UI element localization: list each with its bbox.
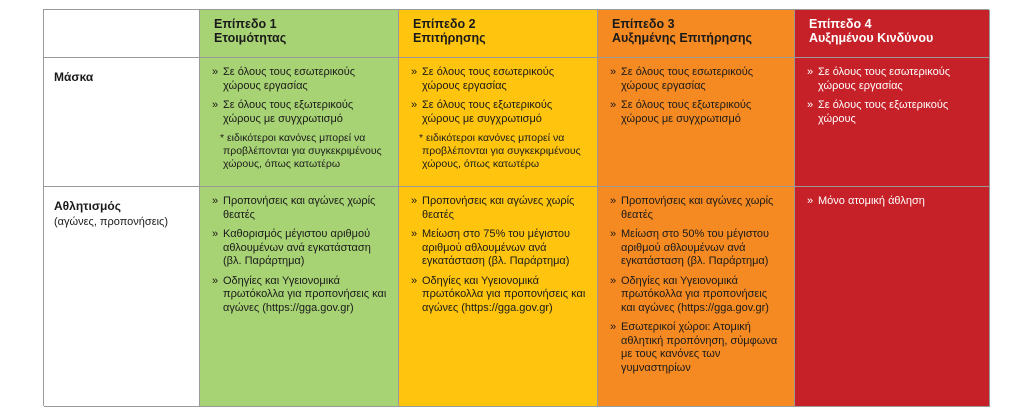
header-row <box>44 10 990 58</box>
list-item: » Σε όλους τους εξωτερικούς χώρους με συγχρωτισμό <box>608 99 784 126</box>
sport-sublabel: (αγώνες, προπονήσεις) <box>54 216 169 228</box>
list-item: » Σε όλους τους εξωτερικούς χώρους με συγχρωτισμό <box>210 99 388 126</box>
list-item: » Οδηγίες και Υγειονομικά πρωτόκολλα για προπονήσεις και αγώνες (https://gga.gov.gr) <box>210 275 388 316</box>
list-item: » Οδηγίες και Υγειονομικά πρωτόκολλα για προπονήσεις και αγώνες (https://gga.gov.gr) <box>608 275 784 316</box>
list-item: » Προπονήσεις και αγώνες χωρίς θεατές <box>210 195 388 222</box>
level-3-header <box>598 10 795 58</box>
level-2-subtitle: Επιτήρησης <box>413 31 486 45</box>
sport-level-2-cell <box>399 187 598 407</box>
list-item: » Οδηγίες και Υγειονομικά πρωτόκολλα για προπονήσεις και αγώνες (https://gga.gov.gr) <box>409 275 587 316</box>
sport-row <box>44 187 990 407</box>
level-1-subtitle: Ετοιμότητας <box>214 31 287 45</box>
sport-level-1-cell <box>200 187 399 407</box>
level-4-subtitle: Αυξημένου Κινδύνου <box>809 31 934 45</box>
sport-label: Αθλητισμός <box>54 199 121 213</box>
sport-level-3-cell <box>598 187 795 407</box>
header-corner-cell <box>44 10 200 58</box>
sport-level-4-cell <box>795 187 990 407</box>
list-item: » Σε όλους τους εσωτερικούς χώρους εργασίας <box>805 66 979 93</box>
list-item: » Εσωτερικοί χώροι: Ατομική αθλητική προπόνηση, σύμφωνα με τους κανόνες των γυμναστηρίων <box>608 321 784 375</box>
levels-table <box>43 9 989 406</box>
mask-level-3-cell <box>598 58 795 187</box>
list-item: » Σε όλους τους εσωτερικούς χώρους εργασίας <box>608 66 784 93</box>
level-4-title: Επίπεδο 4 <box>809 17 872 31</box>
list-item: » Μείωση στο 75% του μέγιστου αριθμού αθλουμένων ανά εγκατάσταση (βλ. Παράρτημα) <box>409 228 587 269</box>
mask-level-2-note: * ειδικότεροι κανόνες μπορεί να προβλέπονται για συγκεκριμένους χώρους, όπως κατωτέρω <box>419 132 581 170</box>
level-4-header <box>795 10 990 58</box>
mask-level-1-cell <box>200 58 399 187</box>
list-item: » Μόνο ατομική άθληση <box>805 195 979 209</box>
list-item: » Προπονήσεις και αγώνες χωρίς θεατές <box>608 195 784 222</box>
list-item: » Σε όλους τους εξωτερικούς χώρους <box>805 99 979 126</box>
mask-level-2-cell <box>399 58 598 187</box>
list-item: » Προπονήσεις και αγώνες χωρίς θεατές <box>409 195 587 222</box>
mask-label-cell <box>44 58 200 187</box>
list-item: » Σε όλους τους εσωτερικούς χώρους εργασίας <box>210 66 388 93</box>
mask-level-1-note: * ειδικότεροι κανόνες μπορεί να προβλέπονται για συγκεκριμένους χώρους, όπως κατωτέρω <box>220 132 382 170</box>
level-3-title: Επίπεδο 3 <box>612 17 675 31</box>
level-2-title: Επίπεδο 2 <box>413 17 476 31</box>
list-item: » Καθορισμός μέγιστου αριθμού αθλουμένων ανά εγκατάσταση (βλ. Παράρτημα) <box>210 228 388 269</box>
mask-level-4-cell <box>795 58 990 187</box>
mask-label: Μάσκα <box>54 70 94 84</box>
mask-row <box>44 58 990 187</box>
list-item: » Σε όλους τους εξωτερικούς χώρους με συγχρωτισμό <box>409 99 587 126</box>
sport-label-cell <box>44 187 200 407</box>
list-item: » Μείωση στο 50% του μέγιστου αριθμού αθλουμένων ανά εγκατάσταση (βλ. Παράρτημα) <box>608 228 784 269</box>
level-1-title: Επίπεδο 1 <box>214 17 277 31</box>
list-item: » Σε όλους τους εσωτερικούς χώρους εργασίας <box>409 66 587 93</box>
level-3-subtitle: Αυξημένης Επιτήρησης <box>612 31 753 45</box>
level-2-header <box>399 10 598 58</box>
level-1-header <box>200 10 399 58</box>
